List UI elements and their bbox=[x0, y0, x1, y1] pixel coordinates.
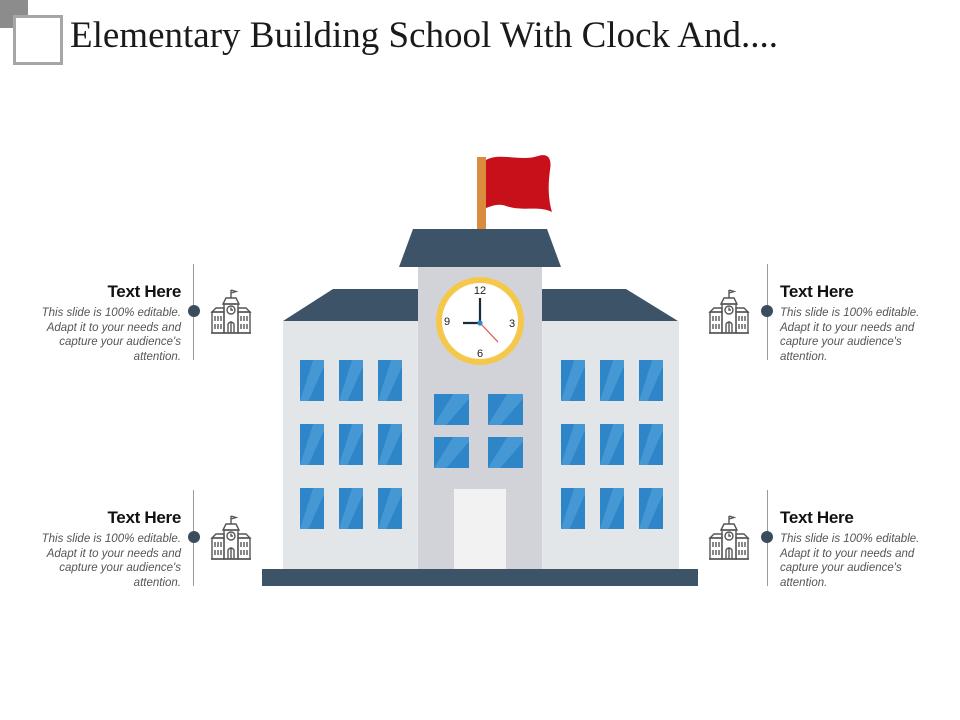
school-building-icon bbox=[210, 515, 252, 561]
window bbox=[300, 360, 324, 401]
callout-marker-top-right bbox=[761, 305, 773, 317]
window bbox=[300, 424, 324, 465]
callout-heading: Text Here bbox=[780, 282, 854, 301]
clock-numeral-12: 12 bbox=[473, 285, 487, 297]
callout-body: This slide is 100% editable. Adapt it to your needs and capture your audience's attention. bbox=[780, 307, 920, 363]
callout-body: This slide is 100% editable. Adapt it to your needs and capture your audience's attention. bbox=[780, 533, 920, 589]
callout-marker-bottom-right bbox=[761, 531, 773, 543]
window bbox=[600, 424, 624, 465]
slide-title: Elementary Building School With Clock And.... bbox=[70, 15, 778, 56]
school-building-icon bbox=[708, 289, 750, 335]
callout-marker-top-left bbox=[188, 305, 200, 317]
clock-icon bbox=[436, 277, 524, 365]
callout-bottom-right bbox=[780, 508, 930, 590]
building-base bbox=[262, 569, 698, 586]
callout-heading: Text Here bbox=[780, 508, 854, 527]
school-building-icon bbox=[708, 515, 750, 561]
window bbox=[339, 360, 363, 401]
window bbox=[378, 360, 402, 401]
window bbox=[300, 488, 324, 529]
callout-marker-bottom-left bbox=[188, 531, 200, 543]
window bbox=[600, 488, 624, 529]
callout-body: This slide is 100% editable. Adapt it to your needs and capture your audience's attention. bbox=[41, 307, 181, 363]
tower-window bbox=[488, 394, 523, 425]
door bbox=[454, 489, 506, 570]
clock-numeral-6: 6 bbox=[476, 348, 484, 360]
tower-window bbox=[488, 437, 523, 468]
callout-heading: Text Here bbox=[107, 508, 181, 527]
right-wing-roof bbox=[540, 289, 678, 321]
flag-pole bbox=[477, 157, 486, 232]
callout-bottom-left bbox=[31, 508, 181, 590]
school-building-icon bbox=[210, 289, 252, 335]
window bbox=[378, 424, 402, 465]
tower-window bbox=[434, 437, 469, 468]
window bbox=[561, 360, 585, 401]
left-wing-roof bbox=[283, 289, 420, 321]
window bbox=[339, 424, 363, 465]
callout-body: This slide is 100% editable. Adapt it to your needs and capture your audience's attention. bbox=[41, 533, 181, 589]
window bbox=[561, 424, 585, 465]
callout-top-left bbox=[31, 282, 181, 364]
window bbox=[561, 488, 585, 529]
window bbox=[339, 488, 363, 529]
callout-heading: Text Here bbox=[107, 282, 181, 301]
clock-numeral-9: 9 bbox=[443, 316, 451, 328]
tower-window bbox=[434, 394, 469, 425]
callout-top-right bbox=[780, 282, 930, 364]
tower-roof bbox=[399, 229, 561, 267]
clock-numeral-3: 3 bbox=[508, 318, 516, 330]
flag-cloth bbox=[486, 155, 552, 212]
flag-icon bbox=[477, 155, 552, 232]
window bbox=[639, 424, 663, 465]
window bbox=[639, 360, 663, 401]
window bbox=[378, 488, 402, 529]
window bbox=[639, 488, 663, 529]
clock-center bbox=[477, 320, 482, 325]
window bbox=[600, 360, 624, 401]
